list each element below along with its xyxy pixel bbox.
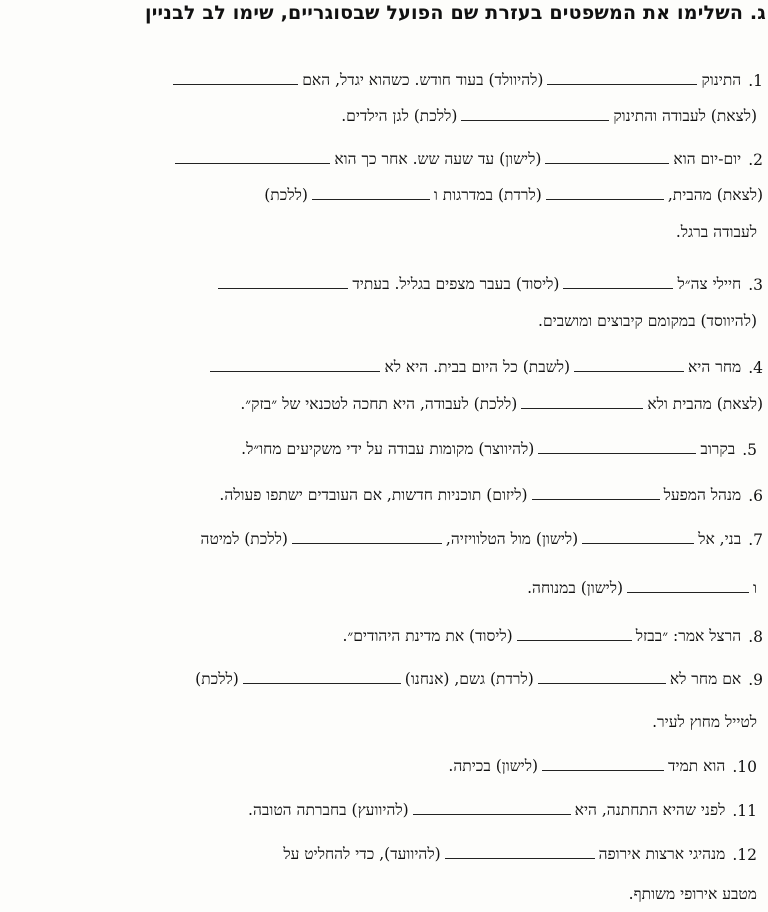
item-number: 3. <box>748 276 763 294</box>
sentence-line <box>0 216 758 242</box>
sentence-text: אם מחר לא <box>669 670 742 688</box>
sentence-text: (ללכת) <box>264 186 308 204</box>
sentence-text: בני, אל <box>698 530 742 548</box>
item-number: 12. <box>732 846 757 864</box>
item-number: 7. <box>748 531 763 549</box>
sentence-text: (להיוולד) בעוד חודש. כשהוא יגדל, האם <box>302 71 544 89</box>
answer-blank[interactable] <box>538 682 666 684</box>
item-number: 1. <box>748 72 763 90</box>
answer-blank[interactable] <box>627 591 749 593</box>
answer-blank[interactable] <box>461 119 609 121</box>
item-number: 8. <box>748 628 763 646</box>
item-number: 6. <box>748 487 763 505</box>
sentence-text: לטייל מחוץ לעיר. <box>652 713 757 731</box>
answer-blank[interactable] <box>210 370 380 372</box>
sentence-text: (לרדת) במדרגות ו <box>433 186 542 204</box>
sentence-text: לפני שהיא התחתנה, היא <box>574 801 726 819</box>
sentence-line <box>0 663 764 689</box>
sentence-text: (להיוועץ) בחברתה הטובה. <box>248 801 409 819</box>
sentence-text: (לצאת) לעבודה והתינוק <box>613 107 757 125</box>
answer-blank[interactable] <box>312 198 430 200</box>
sentence-text: (ללכת) למיטה <box>200 530 288 548</box>
sentence-text: (ללכת) <box>195 670 239 688</box>
item-number: 11. <box>732 802 757 820</box>
sentence-text: (לרדת) גשם, (אנחנו) <box>404 670 534 688</box>
sentence-line <box>0 64 764 90</box>
answer-blank[interactable] <box>521 407 643 409</box>
sentence-line <box>0 100 758 126</box>
answer-blank[interactable] <box>445 857 595 859</box>
item-number: 10. <box>732 758 757 776</box>
sentence-text: מחר היא <box>688 358 742 376</box>
sentence-text: (להיווסד) במקומם קיבוצים ומושבים. <box>538 312 757 330</box>
sentence-text: לעבודה ברגל. <box>675 223 757 241</box>
sentence-text: חיילי צה״ל <box>677 275 742 293</box>
answer-blank[interactable] <box>582 542 694 544</box>
sentence-line <box>0 351 764 377</box>
sentence-text: (ליזום) תוכניות חדשות, אם העובדים ישתפו פעולה. <box>219 486 528 504</box>
sentence-line <box>0 838 758 864</box>
sentence-line <box>0 433 758 459</box>
sentence-line <box>0 268 764 294</box>
sentence-line <box>0 750 758 776</box>
answer-blank[interactable] <box>243 682 401 684</box>
sentence-text: יום-יום הוא <box>673 150 742 168</box>
sentence-line <box>0 143 764 169</box>
sentence-text: בקרוב <box>700 440 736 458</box>
sentence-text: (לצאת) מהבית ולא <box>647 395 763 413</box>
answer-blank[interactable] <box>173 83 298 85</box>
sentence-text: (לישון) מול הטלוויזיה, <box>445 530 579 548</box>
answer-blank[interactable] <box>532 498 660 500</box>
item-number: 9. <box>748 671 763 689</box>
sentence-text: (ללכת) לגן הילדים. <box>341 107 458 125</box>
answer-blank[interactable] <box>413 813 571 815</box>
sentence-text: (להיווצר) מקומות עבודה על ידי משקיעים מחו״ל. <box>241 440 535 458</box>
answer-blank[interactable] <box>563 287 673 289</box>
answer-blank[interactable] <box>175 162 330 164</box>
sentence-line <box>0 479 764 505</box>
sentence-text: התינוק <box>701 71 742 89</box>
answer-blank[interactable] <box>218 287 348 289</box>
answer-blank[interactable] <box>538 452 696 454</box>
item-number: 5. <box>742 441 757 459</box>
sentence-text: (ליסוד) את מדינת היהודים״. <box>342 627 513 645</box>
answer-blank[interactable] <box>547 83 697 85</box>
item-number: 4. <box>748 359 763 377</box>
sentence-line <box>0 523 764 549</box>
sentence-text: הוא תמיד <box>668 757 726 775</box>
sentence-text: מנהיגי ארצות אירופה <box>598 845 726 863</box>
sentence-line <box>0 179 764 205</box>
sentence-text: (לישון) עד שעה שש. אחר כך הוא <box>334 150 542 168</box>
answer-blank[interactable] <box>546 198 664 200</box>
item-number: 2. <box>748 151 763 169</box>
sentence-text: הרצל אמר: ״בבזל <box>635 627 742 645</box>
answer-blank[interactable] <box>542 769 664 771</box>
sentence-text: ו <box>753 579 757 597</box>
sentence-line <box>0 305 758 331</box>
sentence-text: מטבע אירופי משותף. <box>628 885 757 903</box>
sentence-line <box>0 794 758 820</box>
sentence-line <box>0 388 764 414</box>
sentence-text: (לצאת) מהבית, <box>667 186 763 204</box>
sentence-text: (להיוועד), כדי להחליט על <box>283 845 441 863</box>
sentence-line <box>0 706 758 732</box>
sentence-line <box>0 620 764 646</box>
sentence-text: (לישון) בכיתה. <box>448 757 539 775</box>
answer-blank[interactable] <box>574 370 684 372</box>
exercise-title: ג. השלימו את המשפטים בעזרת שם הפועל שבסוגריים, שימו לב לבניין <box>145 2 766 24</box>
sentence-line <box>0 572 758 598</box>
sentence-text: (לישון) במנוחה. <box>527 579 624 597</box>
sentence-text: (ליסוד) בעבר מצפים בגליל. בעתיד <box>352 275 560 293</box>
answer-blank[interactable] <box>545 162 669 164</box>
sentence-text: (ללכת) לעבודה, היא תחכה לטכנאי של ״בזק״. <box>240 395 518 413</box>
sentence-line <box>0 878 758 904</box>
answer-blank[interactable] <box>292 542 442 544</box>
sentence-text: מנהל המפעל <box>663 486 742 504</box>
answer-blank[interactable] <box>517 639 632 641</box>
sentence-text: (לשבת) כל היום בבית. היא לא <box>384 358 570 376</box>
